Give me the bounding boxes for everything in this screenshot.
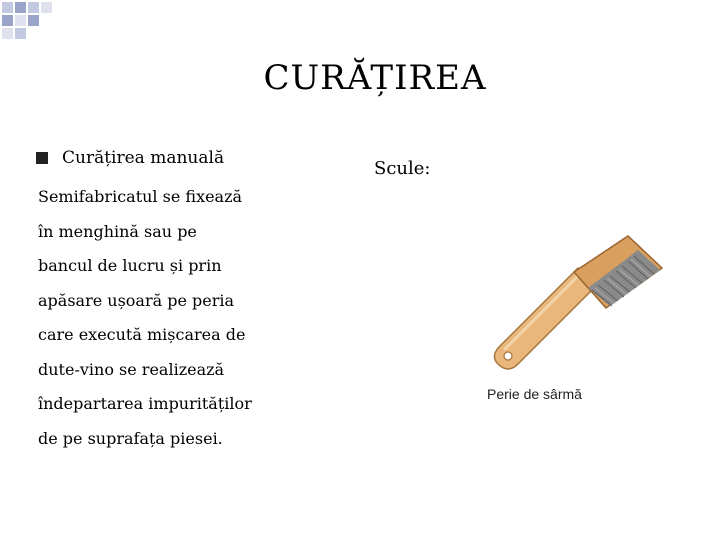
- body-line-5: care execută mișcarea de: [38, 325, 246, 344]
- slide-title: CURĂȚIREA: [263, 58, 487, 98]
- brush-caption: Perie de sârmă: [487, 386, 582, 402]
- body-line-4: apăsare ușoară pe peria: [38, 290, 235, 310]
- square-bullet-icon: [36, 152, 48, 164]
- body-line-7: îndepartarea impurităților: [38, 394, 252, 413]
- bullet-item: [36, 148, 278, 168]
- bullet-text: Curățirea manuală: [62, 148, 225, 168]
- body-line-6: dute-vino se realizează: [38, 359, 225, 379]
- body-line-2: în menghină sau pe: [38, 221, 197, 241]
- corner-decoration: [0, 0, 60, 45]
- body-line-8: de pe suprafața piesei.: [38, 428, 223, 448]
- tools-heading: Scule:: [374, 158, 431, 179]
- body-line-1: Semifabricatul se fixează: [38, 187, 243, 206]
- left-column: [38, 148, 278, 456]
- body-line-3: bancul de lucru și prin: [38, 256, 222, 275]
